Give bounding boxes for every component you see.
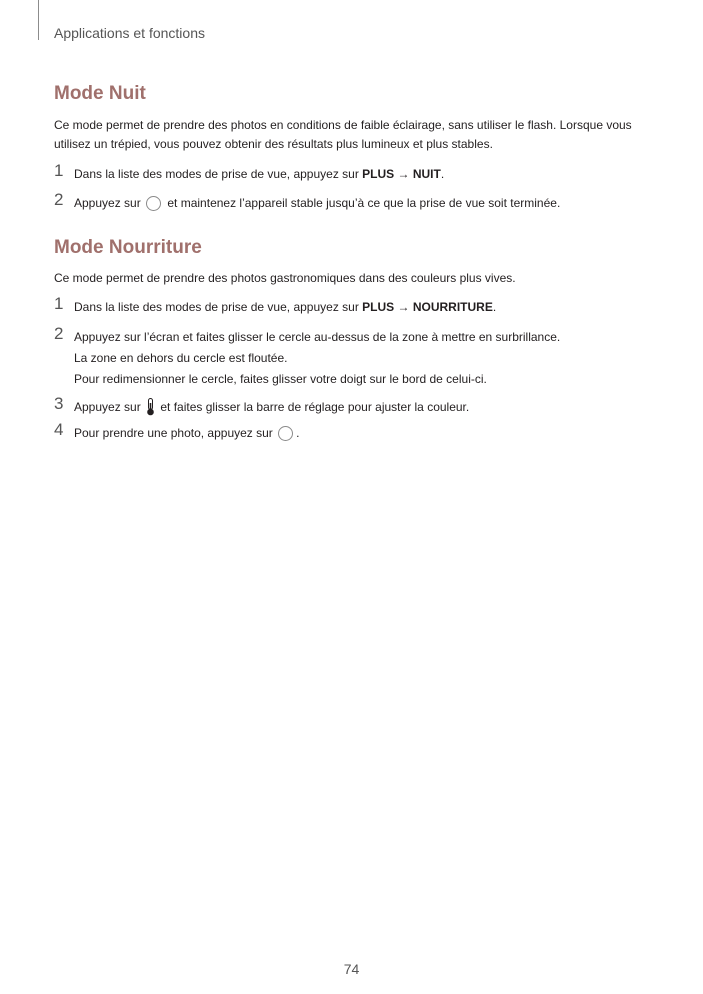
step-text-post: . (296, 426, 300, 440)
menu-path: PLUS → NOURRITURE (362, 300, 493, 314)
step-text-post: et maintenez l’appareil stable jusqu’à ce que la prise de vue soit terminée. (164, 196, 561, 210)
step-text-post: . (440, 167, 445, 181)
step-text (74, 397, 654, 418)
step-number: 1 (54, 161, 64, 180)
step-text (74, 423, 654, 444)
step-text-pre: Appuyez sur (74, 196, 145, 210)
thermometer-icon (146, 398, 155, 416)
intro-line: Ce mode permet de prendre des photos en conditions de faible éclairage, sans utiliser le flash. Lorsque vous (54, 118, 632, 132)
step-number: 1 (54, 294, 64, 313)
step-text-pre: Dans la liste des modes de prise de vue, appuyez sur (74, 167, 363, 181)
step-number: 2 (54, 324, 64, 343)
section-intro-mode-nuit (54, 116, 654, 154)
step-number: 3 (54, 394, 64, 413)
shutter-icon (146, 196, 161, 211)
step-text-post: . (492, 300, 497, 314)
running-header: Applications et fonctions (54, 25, 205, 41)
step-text (74, 297, 654, 318)
step-text-pre: Pour prendre une photo, appuyez sur (74, 426, 277, 440)
step-text (74, 327, 654, 390)
menu-path: PLUS → NUIT (362, 167, 441, 181)
step-text-post: et faites glisser la barre de réglage pour ajuster la couleur. (157, 400, 470, 414)
page-number: 74 (343, 961, 360, 977)
step-line: Appuyez sur l’écran et faites glisser le cercle au-dessus de la zone à mettre en surbrillance. (74, 330, 561, 344)
intro-line: Ce mode permet de prendre des photos gastronomiques dans des couleurs plus vives. (54, 271, 516, 285)
intro-line: utilisez un trépied, vous pouvez obtenir des résultats plus lumineux et plus stables. (54, 137, 493, 151)
step-text-pre: Dans la liste des modes de prise de vue, appuyez sur (74, 300, 363, 314)
step-text (74, 164, 654, 185)
shutter-icon (278, 426, 293, 441)
page-margin-rule (38, 0, 39, 40)
step-line: La zone en dehors du cercle est floutée. (74, 351, 288, 365)
step-text-pre: Appuyez sur (74, 400, 145, 414)
section-title-mode-nourriture: Mode Nourriture (54, 237, 202, 258)
section-intro-mode-nourriture (54, 269, 654, 288)
section-title-mode-nuit: Mode Nuit (54, 83, 146, 104)
step-text (74, 193, 654, 214)
step-line: Pour redimensionner le cercle, faites glisser votre doigt sur le bord de celui-ci. (74, 372, 487, 386)
step-number: 2 (54, 190, 64, 209)
step-number: 4 (54, 420, 64, 439)
